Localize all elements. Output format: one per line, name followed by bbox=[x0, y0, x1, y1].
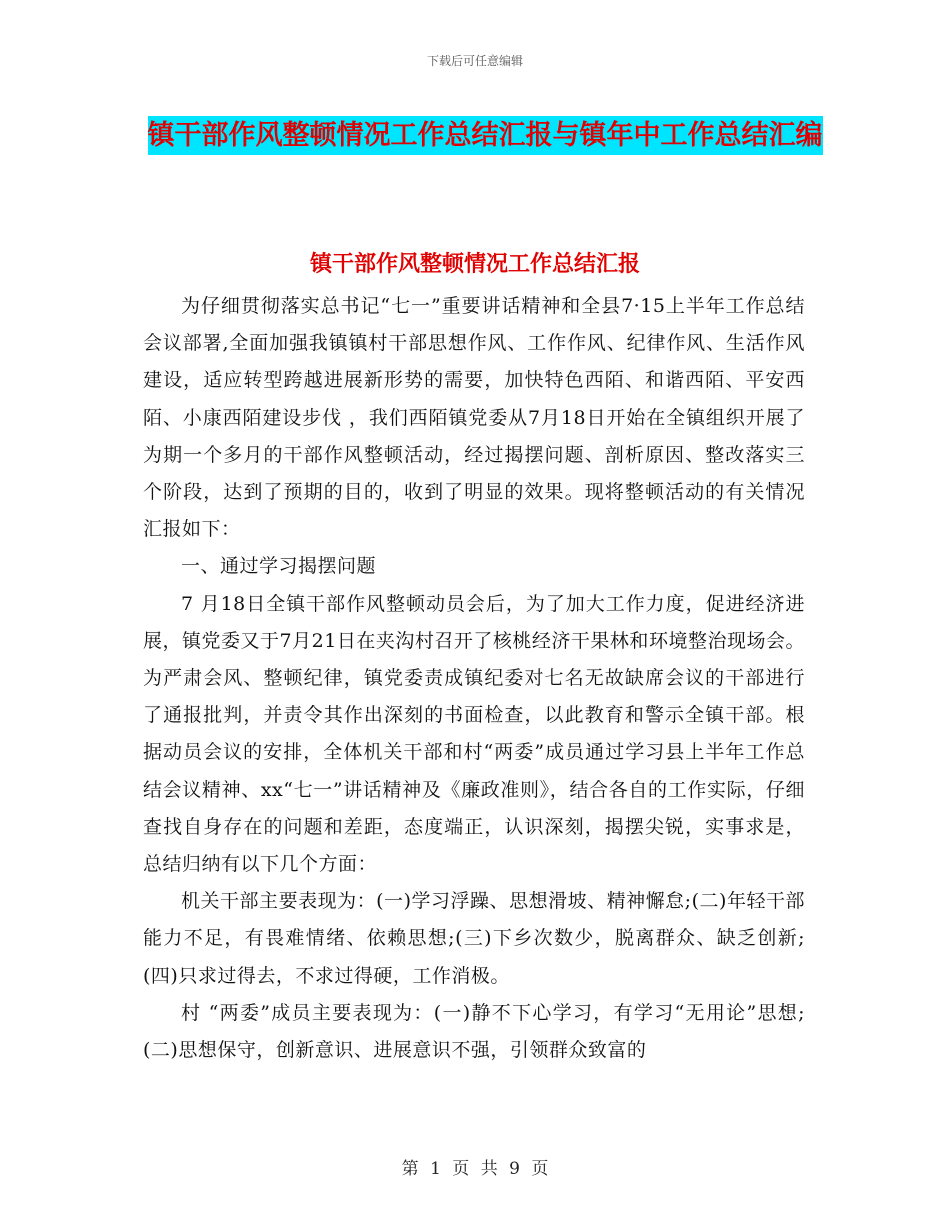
section-heading: 一、通过学习揭摆问题 bbox=[181, 555, 377, 578]
paragraph: 村 “两委”成员主要表现为：(一)静不下心学习，有学习“无用论”思想;(二)思想保守，创新意识、进展意识不强，引领群众致富的 bbox=[143, 1001, 805, 1062]
body-text bbox=[143, 288, 805, 1069]
section-title: 镇干部作风整顿情况工作总结汇报 bbox=[309, 252, 640, 277]
main-title-text: 镇干部作风整顿情况工作总结汇报与镇年中工作总结汇编 bbox=[148, 116, 823, 155]
header-note: 下载后可任意编辑 bbox=[426, 54, 523, 68]
paragraph: 7 月18日全镇干部作风整顿动员会后，为了加大工作力度，促进经济进展，镇党委又于7月21日在夹沟村召开了核桃经济干果林和环境整治现场会。为严肃会风、整顿纪律，镇党委责成镇纪委对七名无故缺席会议的干部进行了通报批判，并责令其作出深刻的书面检查，以此教育和警示全镇干部。根据动员会议的安排，全体机关干部和村“两委”成员通过学习县上半年工作总结会议精神、xx“七一”讲话精神及《廉政准则》，结合各自的工作实际，仔细查找自身存在的问题和差距，态度端正，认识深刻，揭摆尖锐，实事求是，总结归纳有以下几个方面： bbox=[143, 592, 805, 876]
paragraph: 机关干部主要表现为：(一)学习浮躁、思想滑坡、精神懈怠;(二)年轻干部能力不足，有畏难情绪、依赖思想;(三)下乡次数少，脱离群众、缺乏创新;(四)只求过得去，不求过得硬，工作消极。 bbox=[143, 890, 805, 987]
page-footer: 第 1 页 共 9 页 bbox=[401, 1159, 549, 1179]
paragraph: 为仔细贯彻落实总书记“七一”重要讲话精神和全县7·15上半年工作总结会议部署,全面加强我镇镇村干部思想作风、工作作风、纪律作风、生活作风建设，适应转型跨越进展新形势的需要，加快特色西陌、和谐西陌、平安西陌、小康西陌建设步伐 ，我们西陌镇党委从7月18日开始在全镇组织开展了为期一个多月的干部作风整顿活动，经过揭摆问题、剖析原因、整改落实三个阶段，达到了预期的目的，收到了明显的效果。现将整顿活动的有关情况汇报如下： bbox=[143, 295, 805, 541]
main-title bbox=[140, 110, 830, 162]
